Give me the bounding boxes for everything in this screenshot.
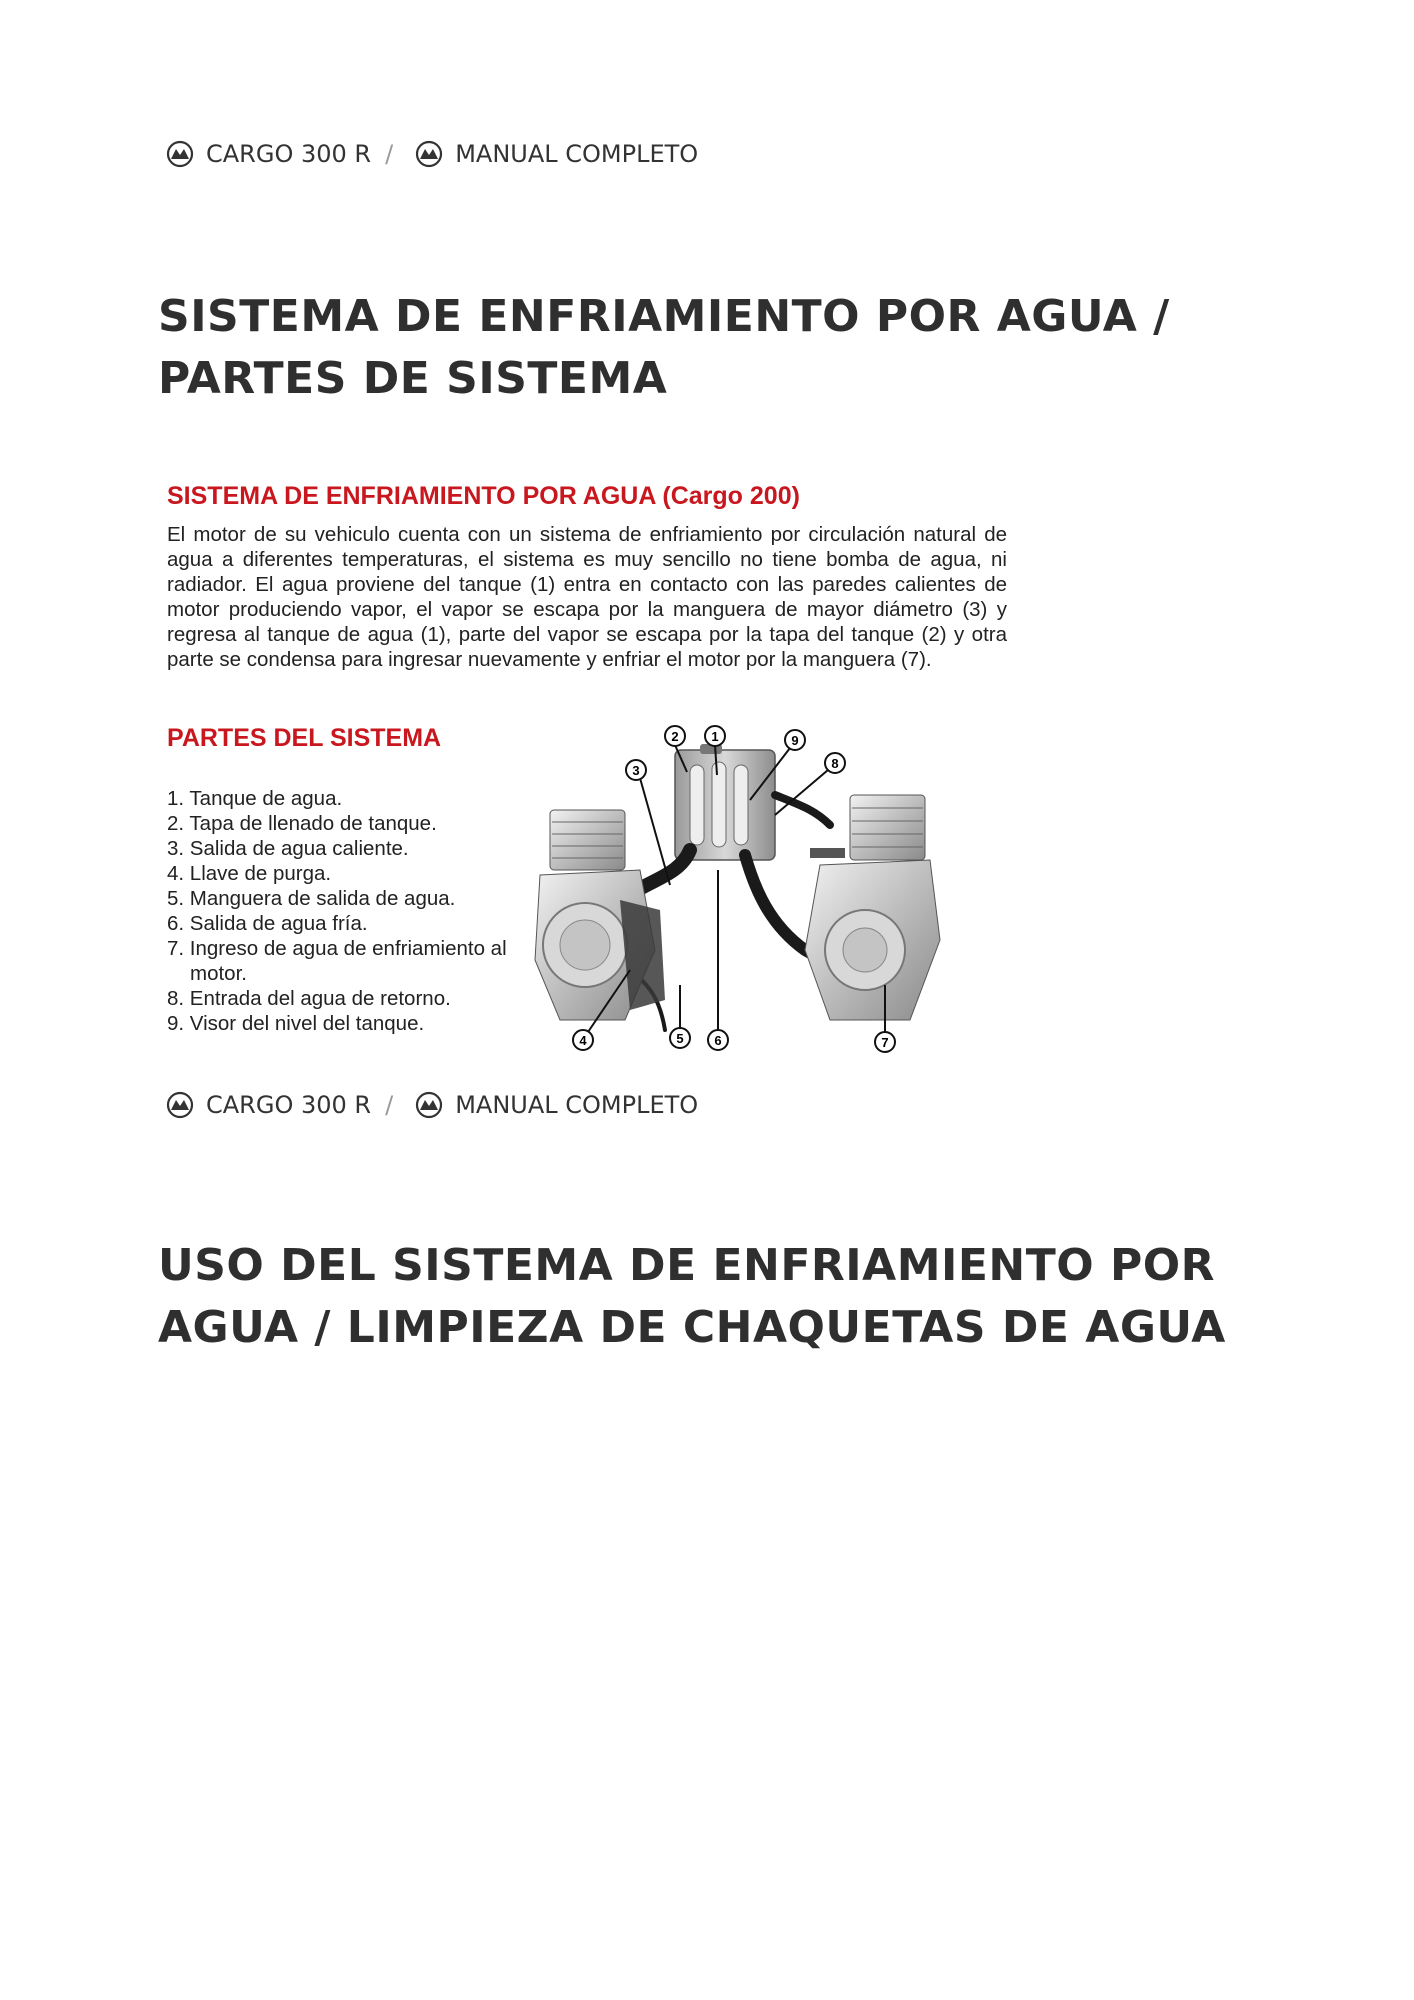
callout-1: [705, 726, 725, 746]
figure-body-text: El motor de su vehiculo cuenta con un sistema de enfriamiento por circulación natural de agua a diferentes temperaturas, el sistema es muy sencillo no tiene bomba de agua, ni radiador. El agua proviene del tanque (1) entra en contacto con las paredes calientes de motor produciendo vapor, el vapor se escapa por la manguera de mayor diámetro (3) y regresa al tanque de agua (1), parte del vapor se escapa por la tapa del tanque (2) y otra parte se condensa para ingresar nuevamente y enfriar el motor por la manguera (7).: [167, 523, 1007, 671]
list-item: 6. Salida de agua fría.: [167, 912, 368, 935]
svg-text:7: 7: [881, 1035, 889, 1050]
brand-logo-icon: [415, 140, 443, 168]
callout-9: [785, 730, 805, 750]
svg-text:2: 2: [671, 729, 679, 744]
breadcrumb-separator: /: [385, 140, 394, 168]
svg-text:6: 6: [714, 1033, 722, 1048]
list-item: 3. Salida de agua caliente.: [167, 837, 409, 860]
callout-8: [825, 753, 845, 773]
svg-text:1: 1: [711, 729, 719, 744]
callout-2: [665, 726, 685, 746]
svg-text:3: 3: [632, 763, 640, 778]
breadcrumb: [166, 1091, 698, 1119]
callout-5: [670, 1028, 690, 1048]
list-item: 2. Tapa de llenado de tanque.: [167, 812, 437, 835]
breadcrumb-separator: /: [385, 1091, 394, 1119]
svg-text:9: 9: [791, 733, 799, 748]
list-item: 9. Visor del nivel del tanque.: [167, 1012, 425, 1035]
brand-logo-icon: [415, 1091, 443, 1119]
list-item: 4. Llave de purga.: [167, 862, 332, 885]
figure-title: SISTEMA DE ENFRIAMIENTO POR AGUA (Cargo 200): [167, 482, 800, 510]
engine-cooling-diagram: [530, 700, 1020, 1070]
engine-right: [805, 795, 940, 1020]
brand-logo-icon: [166, 140, 194, 168]
engine-left: [535, 810, 665, 1020]
list-item: 5. Manguera de salida de agua.: [167, 887, 456, 910]
breadcrumb-item-model[interactable]: CARGO 300 R: [206, 1091, 372, 1119]
svg-text:8: 8: [831, 756, 839, 771]
breadcrumb: [166, 140, 698, 168]
list-item: 7. Ingreso de agua de enfriamiento al motor.: [167, 937, 507, 985]
breadcrumb-item-model[interactable]: CARGO 300 R: [206, 140, 372, 168]
breadcrumb-item-manual[interactable]: MANUAL COMPLETO: [455, 1091, 699, 1119]
list-item: 8. Entrada del agua de retorno.: [167, 987, 451, 1010]
parts-list: [167, 786, 550, 1036]
manual-figure: [160, 470, 1020, 1070]
callout-6: [708, 1030, 728, 1050]
section-title-cooling-parts: SISTEMA DE ENFRIAMIENTO POR AGUA / PARTES DE SISTEMA: [158, 291, 1170, 404]
svg-text:5: 5: [676, 1031, 684, 1046]
callout-3: [626, 760, 646, 780]
breadcrumb-item-manual[interactable]: MANUAL COMPLETO: [455, 140, 699, 168]
section-title-cooling-usage: USO DEL SISTEMA DE ENFRIAMIENTO POR AGUA / LIMPIEZA DE CHAQUETAS DE AGUA: [158, 1240, 1226, 1353]
list-item: 1. Tanque de agua.: [167, 787, 343, 810]
brand-logo-icon: [166, 1091, 194, 1119]
callout-4: [573, 1030, 593, 1050]
parts-title: PARTES DEL SISTEMA: [167, 724, 442, 752]
callout-7: [875, 1032, 895, 1052]
svg-text:4: 4: [579, 1033, 587, 1048]
water-tank: [675, 744, 775, 860]
